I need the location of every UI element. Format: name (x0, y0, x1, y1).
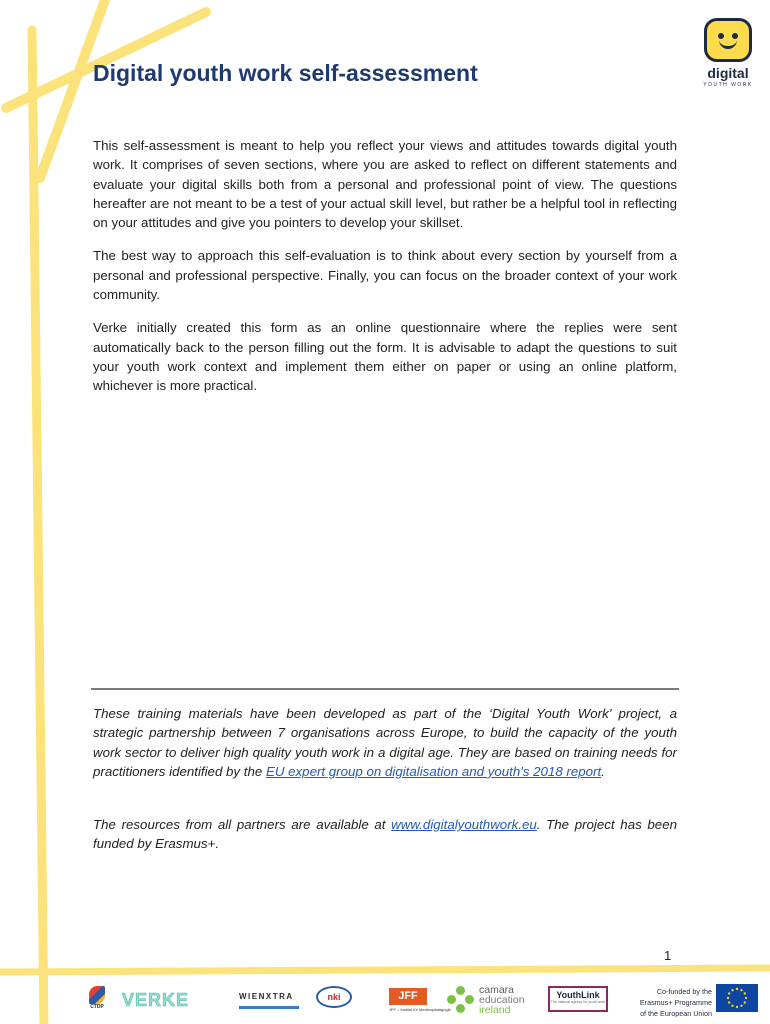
intro-paragraph-2: The best way to approach this self-evaluation is to think about every section by yourself from a personal and professional perspective. Finally, you can focus on the broader context of your work community. (93, 248, 677, 303)
wienxtra-logo (239, 992, 299, 1009)
digital-youth-work-logo (698, 18, 758, 92)
jff-logo (389, 988, 451, 1012)
page-number: 1 (664, 948, 672, 963)
wienxtra-label: WIENXTRA (239, 992, 294, 1001)
ctdp-label: CTDP (90, 1004, 104, 1010)
camara-education-logo (447, 985, 525, 1015)
youthlink-label: YouthLink (556, 990, 600, 1000)
logo-subtitle: YOUTH WORK (703, 82, 753, 88)
youthlink-logo (548, 986, 608, 1012)
eu-flag-icon (716, 984, 758, 1012)
intro-body (93, 136, 677, 410)
page-title: Digital youth work self-assessment (93, 60, 478, 86)
erasmus-line-3: of the European Union (640, 1009, 712, 1018)
smiley-face-icon (704, 18, 752, 62)
section-divider (91, 688, 679, 690)
credits-paragraph (93, 704, 677, 781)
erasmus-line-1: Co-funded by the (656, 987, 712, 996)
jff-label: JFF (389, 988, 427, 1005)
verke-logo: VERKE (122, 990, 190, 1010)
jff-sublabel: JFF – Institut für Medienpädagogik (389, 1007, 451, 1012)
nki-logo: nki (316, 986, 352, 1008)
resources-text: The resources from all partners are available at (93, 817, 392, 833)
resources-paragraph (93, 815, 677, 854)
erasmus-line-2: Erasmus+ Programme (639, 998, 712, 1007)
credits-text: These training materials have been developed as part of the ‘Digital Youth Work’ project, a strategic partnership between 7 organisations across Europe, to build the capacity of the youth work sector to deliver high quality youth work in a digital age. They are based on training needs for practitioners identified by the (93, 706, 677, 779)
erasmus-cofunded-text (616, 986, 712, 1019)
ctdp-mark-icon (89, 986, 105, 1004)
camara-education-word: education (479, 994, 525, 1006)
camara-flower-icon (447, 986, 475, 1014)
camara-word: camara (479, 984, 515, 996)
camara-ireland-word: ireland (479, 1004, 511, 1016)
resources-text-end: . The project has been funded by Erasmus+. (93, 817, 677, 852)
eu-expert-group-report-link[interactable]: EU expert group on digitalisation and youth's 2018 report (265, 763, 602, 779)
credits-section (93, 704, 677, 854)
intro-paragraph-3: Verke initially created this form as an online questionnaire where the replies were sent automatically back to the person filling out the form. It is advisable to adapt the questions to suit your youth work context and implement them either on paper or using an online platform, whichever is more practical. (93, 320, 677, 394)
logo-word: digital (707, 65, 749, 81)
ctdp-logo (86, 986, 108, 1010)
digitalyouthwork-link[interactable]: www.digitalyouthwork.eu (391, 817, 537, 833)
credits-text-end: . (601, 763, 605, 779)
youthlink-sublabel: The national agency for youth work (550, 1000, 606, 1004)
intro-paragraph-1: This self-assessment is meant to help you reflect your views and attitudes towards digital youth work. It comprises of seven sections, where you are asked to reflect on different statements and evaluate your digital skills both from a personal and professional point of view. The questions hereafter are not meant to be a test of your actual skill level, but rather be a helpful tool in reflecting on your attitudes and give you pointers to develop your skillset. (93, 138, 677, 231)
